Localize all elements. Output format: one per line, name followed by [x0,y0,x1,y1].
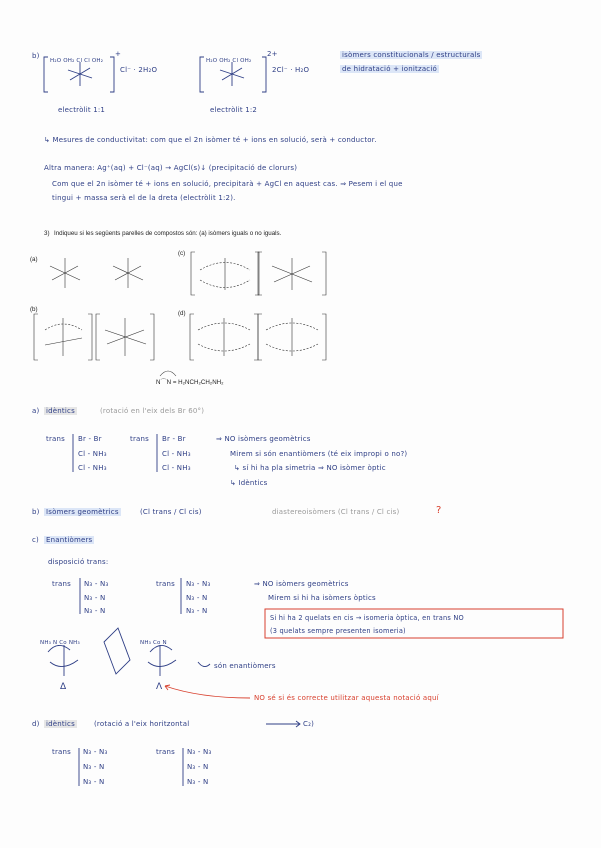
answer-a-row-l-2: Cl - NH₃ [78,450,107,458]
label-d: (d) [178,310,186,317]
answer-c-c2: Mirem si hi ha isòmers òptics [268,594,376,602]
answer-a-row-r-1: Br - Br [162,435,186,443]
label-b: (b) [30,306,38,313]
answer-c-red-note: NO sé si és correcte utilitzar aquesta notació aquí [254,694,439,702]
answer-c-lines [48,578,210,676]
label-c: (c) [178,250,186,257]
question-number: 3) [44,230,50,237]
ligand-formula: N⌒N = H₂NCH₂CH₂NH₂ [156,379,224,386]
answer-b-note: (Cl trans / Cl cis) [140,508,202,516]
answer-c-row-r-3: N₃ - N [186,607,208,615]
answer-d-row-l-2: N₃ - N [83,763,105,771]
complex1-formula: Cl⁻ · 2H₂O [120,66,158,74]
answer-c-label: c) [32,536,39,544]
question-text: Indiqueu si les següents parelles de compostos són: (a) isòmers iguals o no iguals. [54,230,282,237]
answer-c-box-2: (3 quelats sempre presenten isomeria) [270,627,406,635]
answer-d-row-r-2: N₃ - N [187,763,209,771]
complex-delta-ligands: NH₃ N Co NH₃ [40,640,80,646]
answer-a-c3: ↳ sí hi ha pla simetria ⇒ NO isòmer òptic [234,464,386,472]
answer-a-c4: ↳ Idèntics [230,479,268,487]
answer-a-row-r-2: Cl - NH₃ [162,450,191,458]
answer-c-row-l-3: N₃ - N [84,607,106,615]
answer-d-title: idèntics [46,720,75,728]
answer-c-box-1: Si hi ha 2 quelats en cis → isomeria òptica, en trans NO [270,614,464,622]
answer-d-note: (rotació a l'eix horitzontal [94,720,190,728]
complex2-formula: 2Cl⁻ · H₂O [272,66,310,74]
answer-d-row-l-1: N₃ - N₃ [83,748,108,756]
answer-c-c1: ⇒ NO isòmers geomètrics [254,580,349,588]
red-arrow [165,686,250,698]
answer-d-row-r-1: N₃ - N₃ [187,748,212,756]
label-a: (a) [30,256,38,263]
answer-a-row-l-3: Cl - NH₃ [78,464,107,472]
electrolyte-1: electròlit 1:1 [58,106,106,114]
answer-a-note: (rotació en l'eix dels Br 60°) [100,407,205,415]
answer-b-alt: diastereoisòmers (Cl trans / Cl cis) [272,508,400,516]
answer-d-label: d) [32,720,40,728]
answer-a-row-r-3: Cl - NH₃ [162,464,191,472]
answer-d-c2: C₂) [303,720,315,728]
answer-a-c1: ⇒ NO isòmers geomètrics [216,435,311,443]
answer-d-trans-right: trans [156,748,175,756]
answer-b-question: ? [436,505,442,516]
answer-c-row-l-2: N₃ - N [84,594,106,602]
answer-d-trans-left: trans [52,748,71,756]
answer-a-trans-left: trans [46,435,65,443]
answer-a-c2: Mirem si són enantiòmers (té eix impropi o no?) [230,450,408,458]
section-b-label: b) [32,52,40,60]
answer-b-label: b) [32,508,40,516]
delta-symbol: Δ [60,682,67,692]
electrolyte-2: electròlit 1:2 [210,106,258,114]
answer-d-row-r-3: N₃ - N [187,778,209,786]
lambda-symbol: Λ [156,682,163,692]
answer-d-row-l-3: N₃ - N [83,778,105,786]
answer-c-enantio: són enantiòmers [214,662,276,670]
answer-c-row-l-1: N₃ - N₃ [84,580,109,588]
answer-c-row-r-2: N₃ - N [186,594,208,602]
answer-c-trans-left: trans [52,580,71,588]
conductivity-line-4: tingui + massa serà el de la dreta (electròlit 1:2). [52,194,236,202]
conductivity-line-3: Com que el 2n isòmer té + ions en solució, precipitarà + AgCl en aquest cas. ⇒ Pesem i el que [52,180,403,188]
isomer-note-2: de hidratació + ionització [342,65,437,73]
answer-c-title: Enantiòmers [46,536,93,544]
answer-b-title: Isòmers geomètrics [46,508,119,516]
complex2-ligands: H₂O OH₂ Cl OH₂ [206,58,252,64]
answer-c-sub: disposició trans: [48,558,109,566]
conductivity-line-1: ↳ Mesures de conductivitat: com que el 2n isòmer té + ions en solució, serà + conductor. [44,136,377,144]
answer-a-title: idèntics [46,407,75,415]
isomer-note-1: isòmers constitucionals / estructurals [342,51,481,59]
conductivity-line-2: Altra manera: Ag⁺(aq) + Cl⁻(aq) → AgCl(s)↓ (precipitació de clorurs) [44,164,298,172]
answer-a-label: a) [32,407,40,415]
complex1-ligands: H₂O OH₂ Cl Cl OH₂ [50,58,104,64]
complex-lambda-ligands: NH₃ Co N [140,640,167,646]
complex1-charge: + [115,50,122,58]
answer-a-row-l-1: Br - Br [78,435,102,443]
answer-c-trans-right: trans [156,580,175,588]
answer-a-trans-right: trans [130,435,149,443]
answer-c-row-r-1: N₃ - N₃ [186,580,211,588]
complex2-charge: 2+ [267,50,278,58]
